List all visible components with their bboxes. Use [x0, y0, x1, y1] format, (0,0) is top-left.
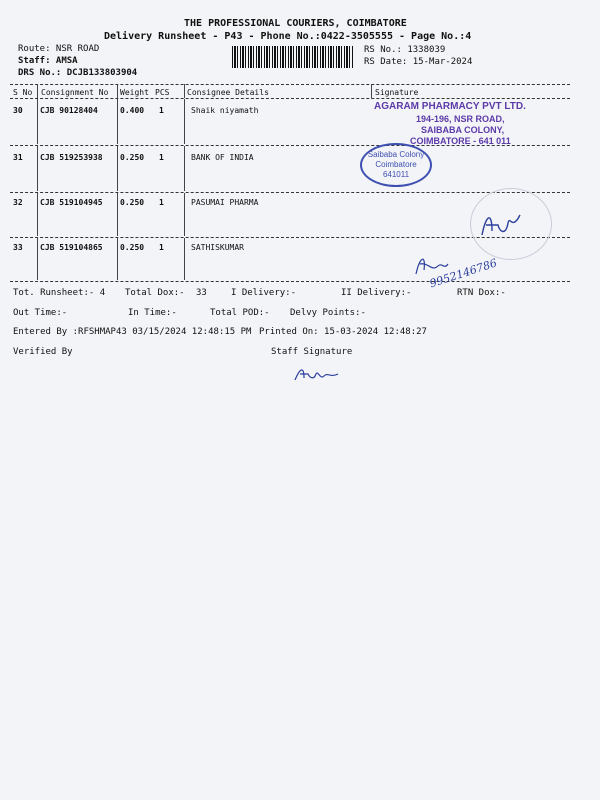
col-divider — [37, 146, 38, 191]
col-divider — [117, 193, 118, 236]
col-divider — [184, 99, 185, 144]
delvy-points: Delvy Points:- — [290, 308, 366, 318]
col-divider — [184, 84, 185, 98]
row-sno: 30 — [13, 106, 23, 115]
col-divider — [117, 238, 118, 280]
row-sno: 31 — [13, 153, 23, 162]
bank-stamp — [360, 143, 432, 187]
col-divider — [117, 146, 118, 191]
row-rule — [10, 192, 570, 193]
tot-runsheet: Tot. Runsheet:- 4 — [13, 288, 106, 298]
col-divider — [184, 193, 185, 236]
rs-date: RS Date: 15-Mar-2024 — [364, 57, 473, 67]
rtn-dox: RTN Dox:- — [457, 288, 506, 298]
table-header-rule — [10, 98, 570, 99]
pharmacy-stamp-line3: SAIBABA COLONY, — [421, 125, 505, 135]
header-sno: S No — [13, 88, 33, 97]
row-pcs: 1 — [159, 243, 164, 252]
row-sno: 32 — [13, 198, 23, 207]
out-time: Out Time:- — [13, 308, 68, 318]
row-sno: 33 — [13, 243, 23, 252]
table-top-rule — [10, 84, 570, 85]
row-consignment: CJB 519104865 — [40, 243, 103, 252]
row-pcs: 1 — [159, 153, 164, 162]
col-divider — [117, 99, 118, 144]
total-dox-label: Total Dox:- — [125, 288, 185, 298]
handwritten-phone: 9952146786 — [428, 256, 499, 291]
row-weight: 0.250 — [120, 198, 145, 207]
header-signature: Signature — [375, 88, 419, 97]
total-dox-value: 33 — [196, 288, 207, 298]
row-weight: 0.250 — [120, 153, 145, 162]
pharmacy-stamp-line4: COIMBATORE - 641 011 — [410, 136, 511, 146]
bank-stamp-line3: 641011 — [382, 170, 410, 179]
header-pcs: PCS — [155, 88, 170, 97]
header-weight: Weight — [120, 88, 149, 97]
row-pcs: 1 — [159, 106, 164, 115]
row-consignee: SATHISKUMAR — [191, 243, 244, 252]
row-consignment: CJB 519253938 — [40, 153, 103, 162]
pharmacy-stamp-line2: 194-196, NSR ROAD, — [416, 114, 505, 124]
row-pcs: 1 — [159, 198, 164, 207]
row-weight: 0.400 — [120, 106, 145, 115]
col-divider — [37, 193, 38, 236]
col-divider — [37, 99, 38, 144]
table-bottom-rule — [10, 281, 570, 282]
pharmacy-stamp-line1: AGARAM PHARMACY PVT LTD. — [374, 101, 526, 112]
col-divider — [37, 84, 38, 98]
bank-stamp-line2: Coimbatore — [375, 160, 417, 169]
staff-label: Staff: AMSA — [18, 56, 78, 66]
header-consignee: Consignee Details — [187, 88, 269, 97]
total-pod: Total POD:- — [210, 308, 270, 318]
col-divider — [184, 146, 185, 191]
drs-number: DRS No.: DCJB133803904 — [18, 68, 138, 78]
ii-delivery: II Delivery:- — [341, 288, 412, 298]
handwritten-signature — [476, 205, 526, 245]
row-consignment: CJB 90128404 — [40, 106, 98, 115]
header-consignment: Consignment No — [41, 88, 109, 97]
col-divider — [371, 84, 372, 98]
row-weight: 0.250 — [120, 243, 145, 252]
printed-on: Printed On: 15-03-2024 12:48:27 — [259, 327, 427, 337]
verified-by: Verified By — [13, 347, 73, 357]
barcode — [232, 46, 354, 68]
col-divider — [184, 238, 185, 280]
staff-signature-mark — [292, 364, 342, 386]
col-divider — [37, 238, 38, 280]
rs-number: RS No.: 1338039 — [364, 45, 446, 55]
col-divider — [117, 84, 118, 98]
in-time: In Time:- — [128, 308, 177, 318]
runsheet-subtitle: Delivery Runsheet - P43 - Phone No.:0422-3505555 - Page No.:4 — [104, 31, 472, 42]
staff-signature-label: Staff Signature — [271, 347, 353, 357]
entered-by: Entered By :RFSHMAP43 03/15/2024 12:48:15 PM — [13, 327, 252, 337]
bank-stamp-line1: Saibaba Colony — [367, 150, 425, 159]
row-consignee: Shaik niyamath — [191, 106, 259, 115]
company-title: THE PROFESSIONAL COURIERS, COIMBATORE — [184, 18, 407, 29]
i-delivery: I Delivery:- — [231, 288, 297, 298]
row-consignee: BANK OF INDIA — [191, 153, 254, 162]
route-label: Route: NSR ROAD — [18, 44, 100, 54]
row-consignment: CJB 519104945 — [40, 198, 103, 207]
row-consignee: PASUMAI PHARMA — [191, 198, 259, 207]
